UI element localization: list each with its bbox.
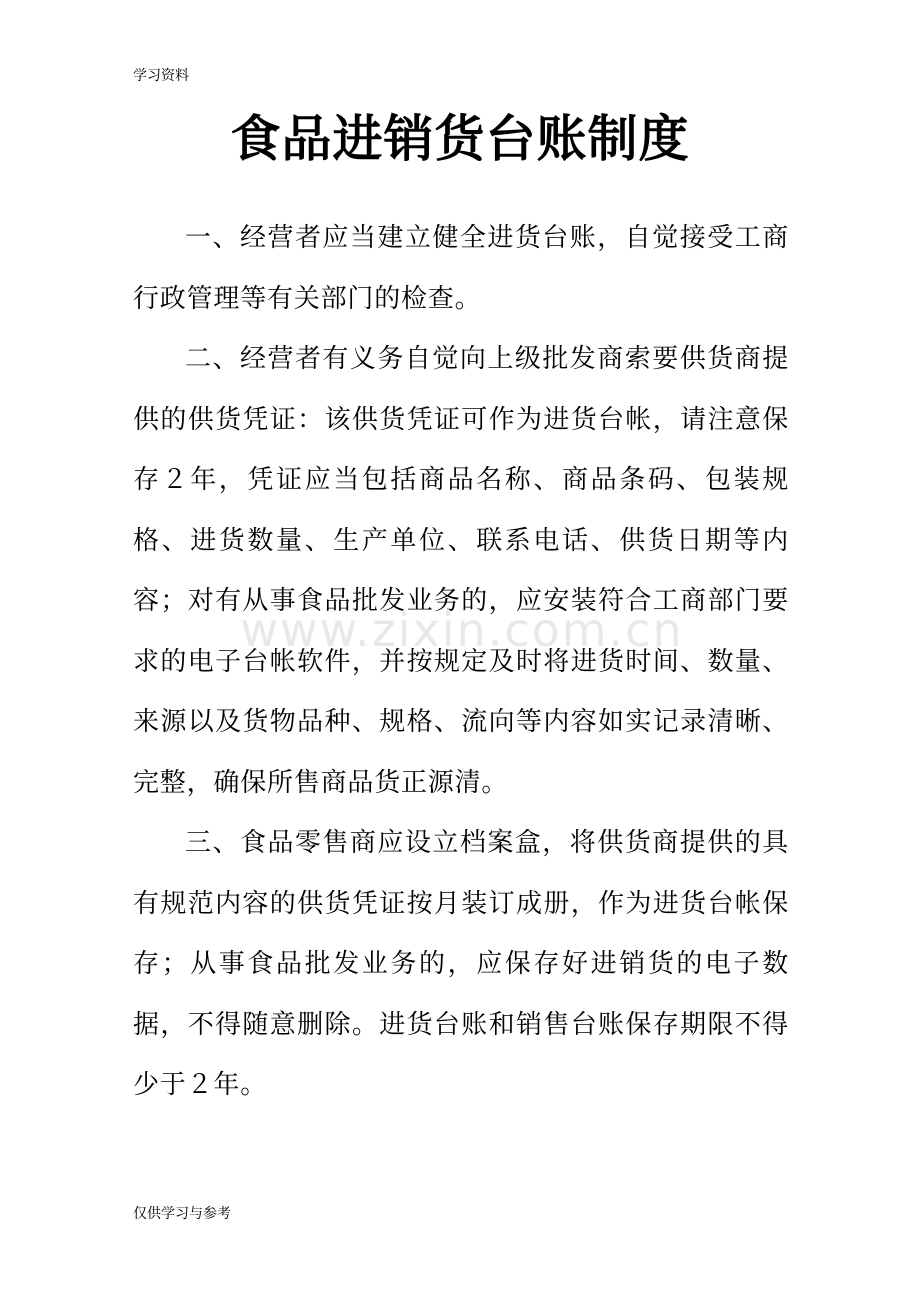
paragraph-2: 二、经营者有义务自觉向上级批发商索要供货商提供的供货凭证：该供货凭证可作为进货台帐，请注意保存２年，凭证应当包括商品名称、商品条码、包装规格、进货数量、生产单位、联系电话、供货日期等内容；对有从事食品批发业务的，应安装符合工商部门要求的电子台帐软件，并按规定及时将进货时间、数量、来源以及货物品种、规格、流向等内容如实记录清晰、完整，确保所售商品货正源清。 <box>133 344 789 798</box>
header-note: 学习资料 <box>133 68 189 84</box>
paragraph-1: 一、经营者应当建立健全进货台账，自觉接受工商行政管理等有关部门的检查。 <box>133 223 789 314</box>
footer-note: 仅供学习与参考 <box>133 1206 231 1222</box>
document-body <box>133 208 789 1116</box>
paragraph-3: 三、食品零售商应设立档案盒，将供货商提供的具有规范内容的供货凭证按月装订成册，作为进货台帐保存；从事食品批发业务的，应保存好进销货的电子数据，不得随意删除。进货台账和销售台账保存期限不得少于２年。 <box>133 828 789 1100</box>
document-title: 食品进销货台账制度 <box>230 110 690 168</box>
watermark: www.zixin.com.cn <box>240 603 684 657</box>
